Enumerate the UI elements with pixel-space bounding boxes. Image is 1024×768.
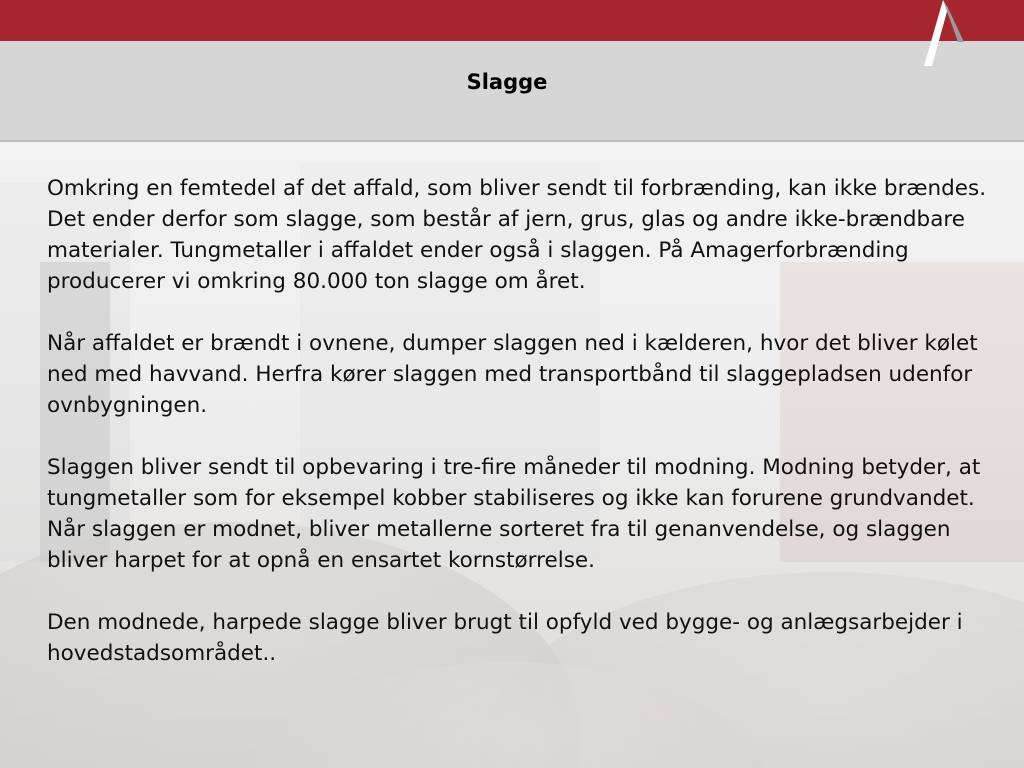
paragraph-3: Slaggen bliver sendt til opbevaring i tre-fire måneder til modning. Modning betyder, at tungmetaller som for eksempel kobber stabiliseres og ikke kan forurene grundvandet. Når slaggen er modnet, bliver metallerne sorteret fra til genanvendelse, og slaggen bliver harpet for at opnå en ensartet kornstørrelse. (47, 455, 981, 573)
logo-icon (910, 0, 970, 66)
paragraph-1: Omkring en femtedel af det affald, som bliver sendt til forbrænding, kan ikke brændes. Det ender derfor som slagge, som består af jern, grus, glas og andre ikke-brændbare materialer. Tungmetaller i affaldet ender også i slaggen. På Amagerforbrænding producerer vi omkring 80.000 ton slagge om året. (47, 176, 987, 294)
header-bar (0, 0, 1024, 41)
paragraph-4: Den modnede, harpede slagge bliver brugt til opfyld ved bygge- og anlægsarbejder i hovedstadsområdet.. (47, 610, 963, 666)
page-title: Slagge (466, 70, 548, 94)
body-text (47, 173, 1002, 700)
paragraph-2: Når affaldet er brændt i ovnene, dumper slaggen ned i kælderen, hvor det bliver kølet ned med havvand. Herfra kører slaggen med transportbånd til slaggepladsen udenfor ovnbygningen. (47, 331, 978, 418)
